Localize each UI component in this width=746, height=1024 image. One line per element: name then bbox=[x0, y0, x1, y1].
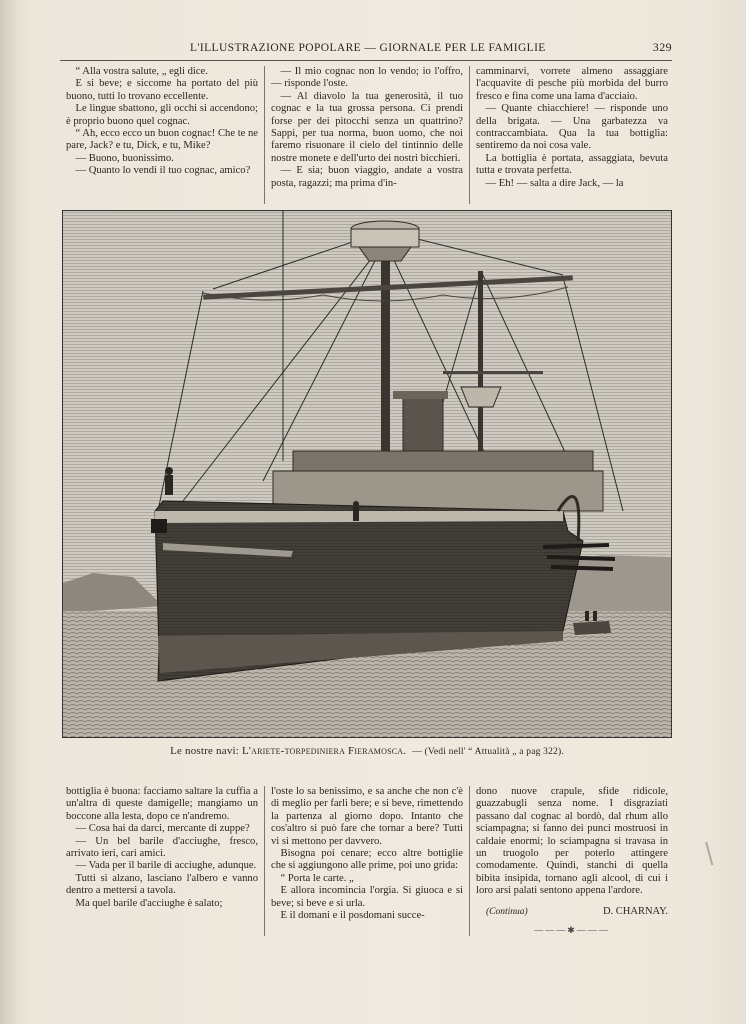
text-column bbox=[469, 786, 674, 936]
paragraph: E allora incomincia l'orgia. Si giuoca e si beve; si beve e si urla. bbox=[271, 885, 463, 909]
header-rule bbox=[60, 60, 672, 61]
text-column bbox=[60, 786, 264, 936]
paragraph: camminarvi, vorrete almeno assaggiare l'acquavite di pesche più morbida del burro fresco e fina come una lama d'acciaio. bbox=[476, 66, 668, 102]
author-name: D. CHARNAY. bbox=[602, 905, 668, 917]
paragraph: Le lingue sbattono, gli occhi si accendono; è proprio buono quel cognac. bbox=[66, 103, 258, 127]
paragraph: “ Porta le carte. „ bbox=[280, 872, 354, 884]
paragraph: — Cosa hai da darci, mercante di zuppe? bbox=[75, 823, 250, 835]
paragraph: bottiglia è buona: facciamo saltare la cuffia a un'altra di queste damigelle; mangiamo un boccone alla lesta, dopo ce n'andremo. bbox=[66, 786, 258, 822]
text-column bbox=[264, 66, 469, 204]
top-text-columns bbox=[60, 66, 674, 204]
journal-title: L'ILLUSTRAZIONE POPOLARE — GIORNALE PER LE FAMIGLIE bbox=[190, 42, 546, 54]
caption-reference: — (Vedi nell' “ Attualità „ a pag 322). bbox=[412, 747, 564, 757]
page-number: 329 bbox=[652, 40, 672, 54]
warship-engraving bbox=[62, 210, 672, 738]
paragraph: — Quante chiacchiere! — risponde uno della brigata. — Una garbatezza va contraccambiata. Qua la tua bottiglia: sentiremo da noi cosa vale. bbox=[476, 103, 668, 152]
text-column bbox=[469, 66, 674, 204]
paragraph: “ Alla vostra salute, „ egli dice. bbox=[75, 66, 208, 77]
page-binding-edge bbox=[0, 0, 16, 1024]
bottom-text-columns bbox=[60, 786, 674, 936]
paragraph: E si beve; e siccome ha portato del più buono, tutti lo trovano eccellente. bbox=[66, 78, 258, 102]
caption-vessel-name: ariete-torpediniera Fieramosca. bbox=[251, 745, 407, 757]
paragraph: — Eh! — salta a dire Jack, — la bbox=[485, 177, 624, 189]
paragraph: — Al diavolo la tua generosità, il tuo cognac e la tua grossa persona. Ci prendi forse per dei pitocchi senza un quattrino? Sappi, per tua norma, buon uomo, che noi faremo risuonare il cielo del tintinnio delle nostre monete e dell'urto dei nostri bicchieri. bbox=[271, 90, 463, 164]
paragraph: La bottiglia è portata, assaggiata, bevuta tutta e trovata perfetta. bbox=[476, 152, 668, 177]
paragraph: l'oste lo sa benissimo, e sa anche che non c'è di meglio per farli bere; e si beve, rimettendo la partenza al giorno dopo. Intanto che cos'altro si può fare che tornar a bere? Tutti vi si mettono per davvero. bbox=[271, 786, 463, 847]
paragraph: E il domani e il posdomani succe- bbox=[280, 910, 425, 922]
paragraph: — Vada per il barile di acciughe, adunque. bbox=[75, 860, 257, 872]
paragraph: — Buono, buonissimo. bbox=[75, 152, 174, 164]
end-ornament: ———✱——— bbox=[534, 925, 610, 936]
paragraph: “ Ah, ecco ecco un buon cognac! Che te ne pare, Jack? e tu, Dick, e tu, Mike? bbox=[66, 128, 258, 152]
signature-line bbox=[476, 906, 668, 918]
illustration-caption bbox=[62, 745, 672, 757]
paragraph: Ma quel barile d'acciughe è salato; bbox=[75, 897, 223, 909]
paragraph: — Il mio cognac non lo vendo; io l'offro, — risponde l'oste. bbox=[271, 66, 463, 90]
paragraph: Tutti si alzano, lasciano l'albero e vanno dentro a mettersi a tavola. bbox=[66, 872, 258, 897]
paragraph: — Un bel barile d'acciughe, fresco, arrivato ieri, cari amici. bbox=[66, 835, 258, 860]
text-column bbox=[60, 66, 264, 204]
pencil-mark bbox=[705, 839, 725, 866]
paragraph: — E sia; buon viaggio, andate a vostra posta, ragazzi; ma prima d'in- bbox=[271, 165, 463, 189]
paragraph: dono nuove crapule, sfide ridicole, guazzabugli senza nome. I disgraziati passano dal cognac al bordò, dal rhum allo sciampagna; si fanno dei punci mostruosi in caldaie enormi; lo sciampagna si travasa in un truogolo per poterlo attingere comodamente. Quindi, stanchi di quella bibita insipida, tornano agli alcool, di cui i loro arsi palati sentono appena l'ardore. bbox=[476, 786, 668, 897]
continued-note: (Continua) bbox=[486, 906, 528, 917]
paragraph: Bisogna poi cenare; ecco altre bottiglie che si aggiungono alle prime, poi uno grida: bbox=[271, 848, 463, 872]
caption-lead: Le nostre navi: L' bbox=[170, 745, 252, 757]
text-column bbox=[264, 786, 469, 936]
paragraph: — Quanto lo vendi il tuo cognac, amico? bbox=[75, 165, 251, 177]
running-header bbox=[60, 40, 672, 60]
